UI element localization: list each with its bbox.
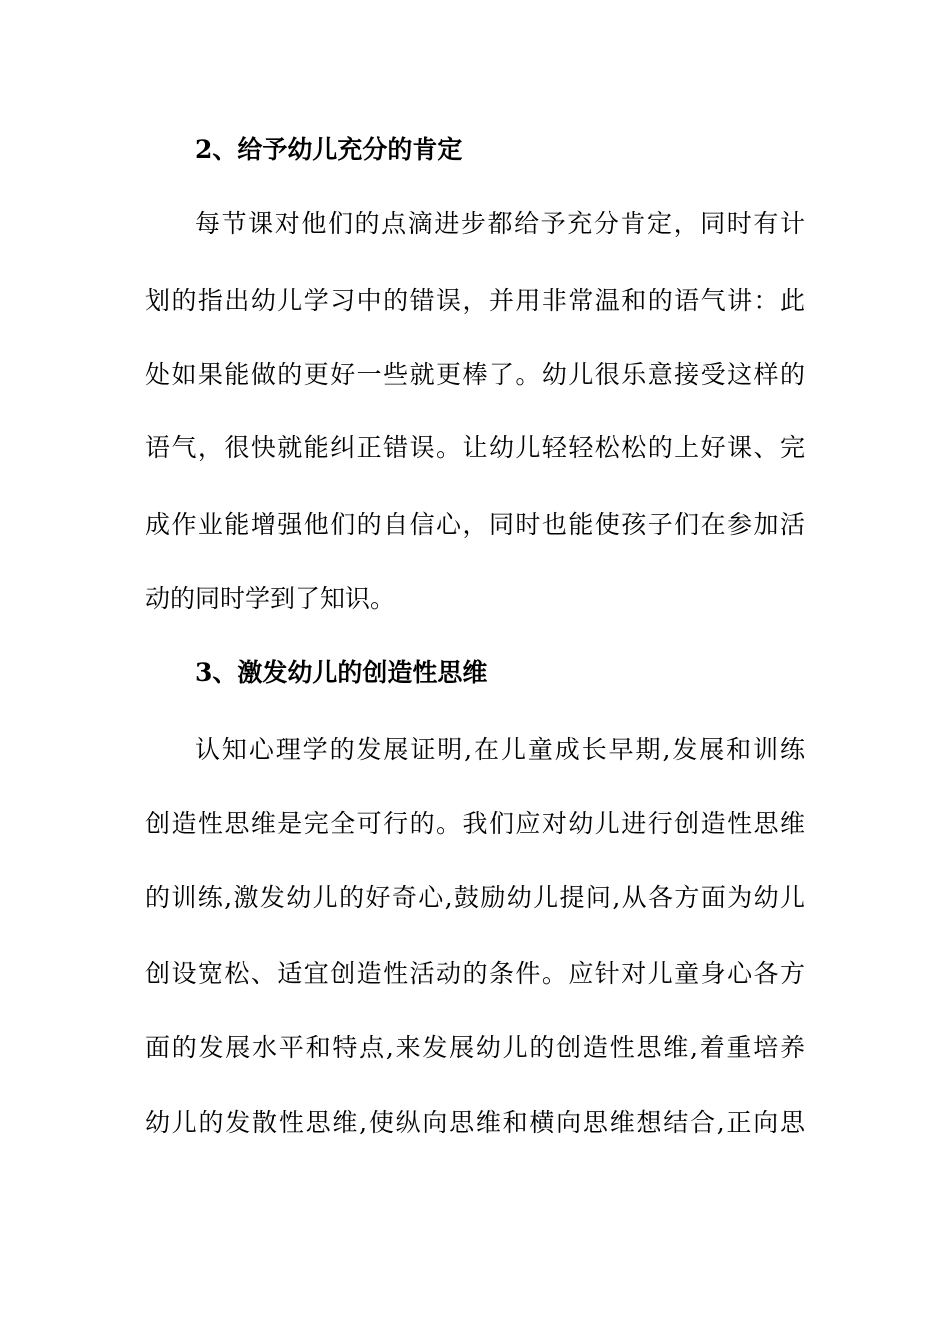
paragraph-line: 创造性思维是完全可行的。我们应对幼儿进行创造性思维: [145, 809, 805, 838]
section-heading-2: 2、给予幼儿充分的肯定: [195, 135, 463, 164]
paragraph-line: 每节课对他们的点滴进步都给予充分肯定，同时有计: [195, 209, 805, 238]
paragraph-line: 幼儿的发散性思维,使纵向思维和横向思维想结合,正向思: [145, 1108, 805, 1137]
paragraph-line: 认知心理学的发展证明,在儿童成长早期,发展和训练: [195, 735, 805, 764]
paragraph-line: 面的发展水平和特点,来发展幼儿的创造性思维,着重培养: [145, 1033, 805, 1062]
paragraph-line: 成作业能增强他们的自信心，同时也能使孩子们在参加活: [145, 510, 805, 539]
paragraph-line: 动的同时学到了知识。: [145, 584, 396, 613]
section-heading-3: 3、激发幼儿的创造性思维: [195, 658, 488, 687]
paragraph-line: 创设宽松、适宜创造性活动的条件。应针对儿童身心各方: [145, 959, 805, 988]
paragraph-line: 的训练,激发幼儿的好奇心,鼓励幼儿提问,从各方面为幼儿: [145, 883, 805, 912]
paragraph-line: 划的指出幼儿学习中的错误，并用非常温和的语气讲：此: [145, 286, 805, 315]
paragraph-line: 语气，很快就能纠正错误。让幼儿轻轻松松的上好课、完: [145, 433, 805, 462]
paragraph-line: 处如果能做的更好一些就更棒了。幼儿很乐意接受这样的: [145, 360, 805, 389]
